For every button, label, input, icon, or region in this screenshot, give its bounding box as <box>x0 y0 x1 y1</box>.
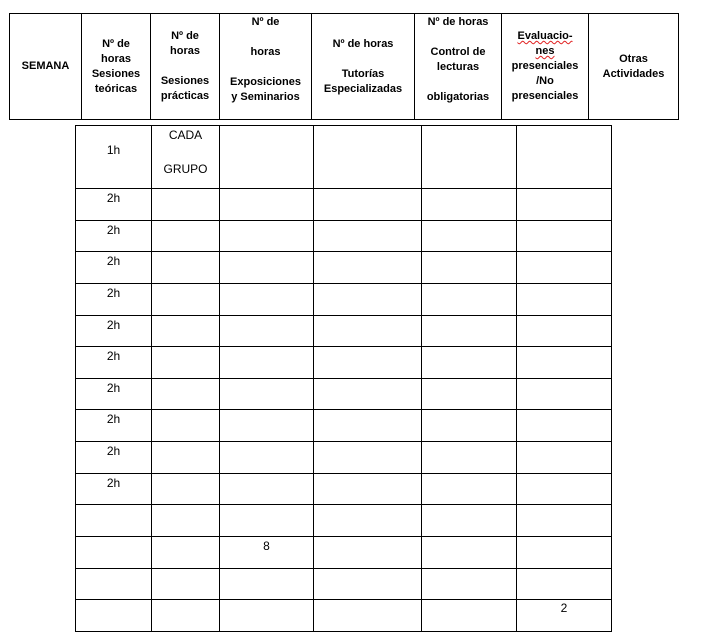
cell-exposiciones <box>220 378 314 410</box>
header-otras-actividades: Otras Actividades <box>589 14 679 120</box>
cell-value <box>422 474 516 475</box>
cell-value <box>76 600 151 601</box>
cell-lecturas <box>422 378 517 410</box>
cell-evaluaciones <box>517 600 612 632</box>
table-row <box>76 378 612 410</box>
cell-exposiciones <box>220 568 314 600</box>
cell-lecturas <box>422 283 517 315</box>
table-row <box>76 473 612 505</box>
cell-value <box>422 126 516 127</box>
table-row <box>76 536 612 568</box>
cell-teoricas <box>76 410 152 442</box>
cell-practicas <box>152 252 220 284</box>
cell-evaluaciones <box>517 568 612 600</box>
cell-exposiciones <box>220 600 314 632</box>
cell-value: 2h <box>106 191 121 206</box>
cell-value <box>314 442 421 443</box>
cell-evaluaciones <box>517 126 612 189</box>
cell-teoricas <box>76 600 152 632</box>
cell-value <box>422 537 516 538</box>
cell-value: 2h <box>106 285 121 300</box>
cell-teoricas <box>76 505 152 537</box>
cell-lecturas <box>422 568 517 600</box>
cell-value: 2h <box>106 380 121 395</box>
cell-value <box>152 537 219 538</box>
cell-teoricas <box>76 347 152 379</box>
cell-value: 2h <box>106 254 121 269</box>
cell-value <box>152 347 219 348</box>
cell-tutorias <box>314 378 422 410</box>
cell-value <box>220 221 313 222</box>
cell-lecturas <box>422 126 517 189</box>
cell-value <box>76 537 151 538</box>
cell-exposiciones <box>220 220 314 252</box>
cell-value <box>314 537 421 538</box>
cell-tutorias <box>314 505 422 537</box>
cell-lecturas <box>422 536 517 568</box>
cell-value <box>76 569 151 570</box>
cell-value <box>422 189 516 190</box>
cell-teoricas <box>76 473 152 505</box>
cell-evaluaciones <box>517 315 612 347</box>
cell-exposiciones <box>220 252 314 284</box>
header-evaluaciones <box>502 14 589 120</box>
cell-practicas <box>152 600 220 632</box>
cell-value <box>314 189 421 190</box>
cell-tutorias <box>314 536 422 568</box>
table-row <box>76 283 612 315</box>
cell-value <box>152 284 219 285</box>
cell-value <box>152 316 219 317</box>
cell-lecturas <box>422 252 517 284</box>
header-evaluaciones-rest: presenciales /No presenciales <box>511 60 579 102</box>
cell-value <box>314 474 421 475</box>
cell-tutorias <box>314 600 422 632</box>
cell-value <box>220 252 313 253</box>
cell-teoricas <box>76 283 152 315</box>
cell-exposiciones <box>220 283 314 315</box>
cell-tutorias <box>314 126 422 189</box>
cell-practicas <box>152 378 220 410</box>
cell-practicas <box>152 536 220 568</box>
cell-value <box>314 379 421 380</box>
cell-tutorias <box>314 252 422 284</box>
table-row <box>76 505 612 537</box>
cell-tutorias <box>314 410 422 442</box>
cell-practicas <box>152 442 220 474</box>
header-sesiones-practicas: Nº de horas Sesiones prácticas <box>151 14 220 120</box>
cell-evaluaciones <box>517 252 612 284</box>
cell-teoricas <box>76 378 152 410</box>
cell-value <box>220 379 313 380</box>
cell-exposiciones <box>220 505 314 537</box>
cell-value <box>314 569 421 570</box>
cell-value <box>76 505 151 506</box>
cell-teoricas <box>76 252 152 284</box>
cell-value <box>220 410 313 411</box>
cell-value <box>152 252 219 253</box>
header-tutorias-especializadas: Nº de horas Tutorías Especializadas <box>312 14 415 120</box>
header-sesiones-teoricas: Nº de horas Sesiones teóricas <box>82 14 151 120</box>
cell-value <box>314 347 421 348</box>
cell-value <box>220 474 313 475</box>
cell-exposiciones <box>220 189 314 221</box>
cell-value <box>220 189 313 190</box>
cell-teoricas <box>76 536 152 568</box>
cell-exposiciones <box>220 315 314 347</box>
cell-value <box>152 221 219 222</box>
cell-practicas <box>152 189 220 221</box>
cell-value <box>152 410 219 411</box>
cell-value: CADA GRUPO <box>163 128 208 176</box>
cell-practicas <box>152 473 220 505</box>
cell-tutorias <box>314 473 422 505</box>
cell-practicas <box>152 126 220 189</box>
cell-evaluaciones <box>517 536 612 568</box>
cell-practicas <box>152 505 220 537</box>
cell-value <box>422 600 516 601</box>
header-semana: SEMANA <box>10 14 82 120</box>
header-row <box>10 14 679 120</box>
cell-value: 2h <box>106 349 121 364</box>
cell-value <box>152 569 219 570</box>
cell-value <box>152 189 219 190</box>
cell-value <box>220 284 313 285</box>
cell-value <box>422 316 516 317</box>
header-control-lecturas: Nº de horas Control de lecturas obligatorias <box>415 14 502 120</box>
cell-tutorias <box>314 315 422 347</box>
cell-exposiciones <box>220 126 314 189</box>
table-row <box>76 189 612 221</box>
cell-value <box>152 379 219 380</box>
cell-lecturas <box>422 410 517 442</box>
cell-practicas <box>152 568 220 600</box>
cell-tutorias <box>314 283 422 315</box>
cell-teoricas <box>76 315 152 347</box>
cell-value <box>314 316 421 317</box>
cell-value <box>220 505 313 506</box>
cell-lecturas <box>422 600 517 632</box>
cell-evaluaciones <box>517 410 612 442</box>
cell-value <box>314 252 421 253</box>
cell-value: 2h <box>106 317 121 332</box>
cell-value <box>314 600 421 601</box>
cell-exposiciones <box>220 442 314 474</box>
cell-practicas <box>152 220 220 252</box>
cell-teoricas <box>76 220 152 252</box>
table-row <box>76 315 612 347</box>
cell-lecturas <box>422 473 517 505</box>
cell-tutorias <box>314 220 422 252</box>
cell-tutorias <box>314 189 422 221</box>
cell-value <box>314 505 421 506</box>
cell-lecturas <box>422 505 517 537</box>
cell-value: 1h <box>106 143 121 157</box>
cell-teoricas <box>76 189 152 221</box>
cell-value <box>152 600 219 601</box>
cell-evaluaciones <box>517 378 612 410</box>
cell-exposiciones <box>220 410 314 442</box>
cell-lecturas <box>422 189 517 221</box>
cell-value: 8 <box>263 538 270 553</box>
table-row <box>76 568 612 600</box>
cell-value <box>152 474 219 475</box>
cell-value: 2h <box>106 412 121 427</box>
cell-value <box>314 284 421 285</box>
header-evaluaciones-line1: Evaluacio- <box>517 30 573 42</box>
cell-value <box>220 569 313 570</box>
cell-value: 2h <box>106 444 121 459</box>
cell-value <box>422 347 516 348</box>
cell-value <box>152 505 219 506</box>
cell-value <box>220 347 313 348</box>
header-table <box>9 13 679 120</box>
cell-value <box>422 505 516 506</box>
table-row <box>76 442 612 474</box>
cell-tutorias <box>314 568 422 600</box>
cell-exposiciones <box>220 473 314 505</box>
cell-value <box>220 442 313 443</box>
table-row <box>76 410 612 442</box>
table-row <box>76 252 612 284</box>
cell-lecturas <box>422 442 517 474</box>
cell-value <box>422 569 516 570</box>
cell-evaluaciones <box>517 220 612 252</box>
cell-practicas <box>152 283 220 315</box>
table-row <box>76 126 612 189</box>
cell-evaluaciones <box>517 283 612 315</box>
schedule-table <box>75 125 612 632</box>
cell-evaluaciones <box>517 442 612 474</box>
cell-evaluaciones <box>517 347 612 379</box>
cell-value <box>152 442 219 443</box>
cell-value <box>422 221 516 222</box>
cell-teoricas <box>76 126 152 189</box>
cell-lecturas <box>422 315 517 347</box>
cell-tutorias <box>314 347 422 379</box>
cell-value <box>220 126 313 127</box>
cell-practicas <box>152 315 220 347</box>
cell-value <box>422 379 516 380</box>
table-row <box>76 220 612 252</box>
cell-evaluaciones <box>517 189 612 221</box>
cell-practicas <box>152 410 220 442</box>
cell-value <box>422 442 516 443</box>
cell-value: 2h <box>106 222 121 237</box>
cell-value <box>220 600 313 601</box>
cell-evaluaciones <box>517 505 612 537</box>
cell-practicas <box>152 347 220 379</box>
header-evaluaciones-line2: nes <box>535 45 555 57</box>
cell-value <box>422 252 516 253</box>
cell-exposiciones <box>220 536 314 568</box>
cell-lecturas <box>422 220 517 252</box>
cell-value <box>220 316 313 317</box>
cell-value <box>314 410 421 411</box>
cell-lecturas <box>422 347 517 379</box>
cell-value <box>314 126 421 127</box>
cell-value <box>422 410 516 411</box>
cell-teoricas <box>76 442 152 474</box>
cell-teoricas <box>76 568 152 600</box>
cell-tutorias <box>314 442 422 474</box>
cell-exposiciones <box>220 347 314 379</box>
cell-value: 2h <box>106 475 121 490</box>
header-exposiciones-seminarios: Nº de horas Exposiciones y Seminarios <box>220 14 312 120</box>
table-row <box>76 347 612 379</box>
cell-evaluaciones <box>517 473 612 505</box>
table-row <box>76 600 612 632</box>
cell-value: 2 <box>560 601 568 616</box>
cell-value <box>314 221 421 222</box>
cell-value <box>422 284 516 285</box>
